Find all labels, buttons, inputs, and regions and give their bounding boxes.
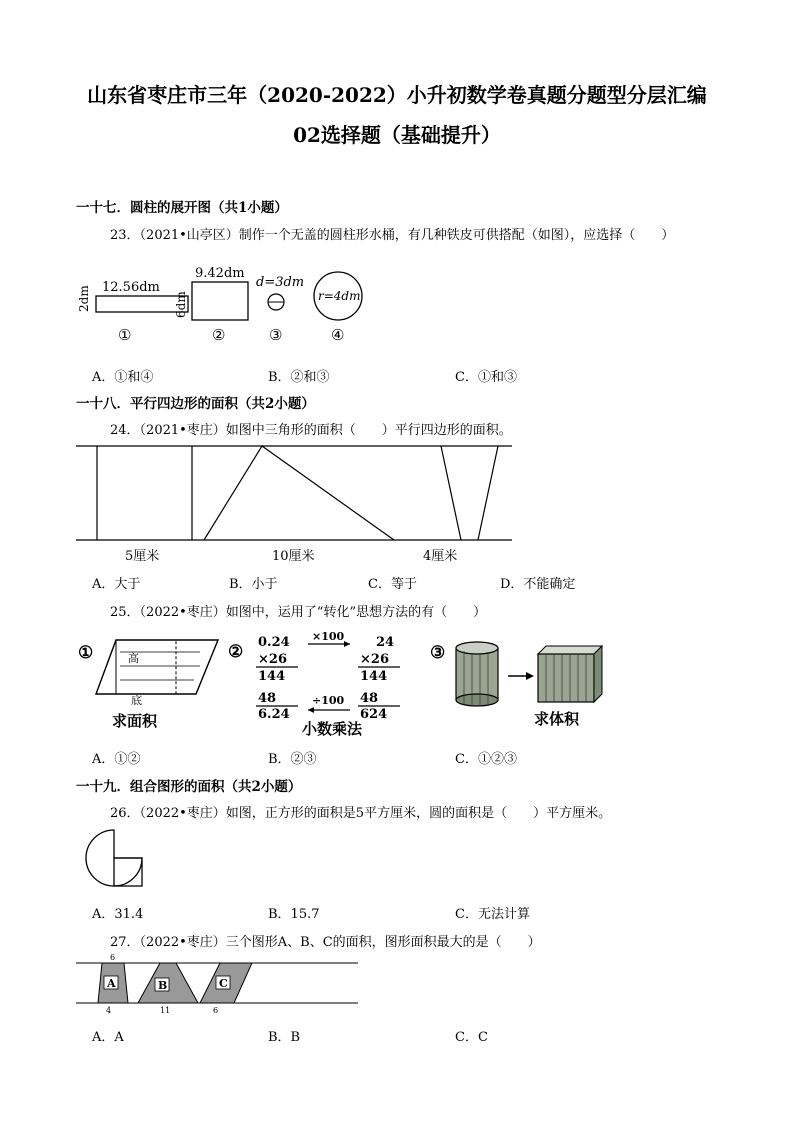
fig3-number: ③ [430,643,446,663]
c4-number: ④ [331,326,345,342]
q23-option-b: B．②和③ [268,370,330,385]
q25-option-a: A．①② [92,752,141,767]
q27-figure [76,952,376,1016]
q23-figure [76,260,396,342]
transform-arrow-head [526,672,534,680]
fig1-gao-label: 高 [128,652,139,665]
label-5cm: 5厘米 [125,549,160,564]
page-subtitle: 02选择题（基础提升） [293,123,501,147]
q24-option-a: A．大于 [92,577,141,592]
r1-number: ① [118,326,132,342]
label-bottom-6: 6 [213,1006,219,1015]
question-26-text: 26．（2022•枣庄）如图，正方形的面积是5平方厘米，圆的面积是（ ）平方厘米。 [110,806,612,821]
right-line-5: 624 [360,707,388,722]
q26-option-a: A．31.4 [92,907,144,922]
q27-option-c: C．C [455,1030,488,1045]
c3-label: d=3dm [256,275,305,290]
r1-width-label: 12.56dm [102,280,160,295]
q25-figure-2 [226,630,412,738]
q26-figure [84,828,154,890]
fig1-caption: 求面积 [112,712,158,730]
question-27-text: 27．（2022•枣庄）三个图形A、B、C的面积，图形面积最大的是（ ） [110,935,541,950]
label-4cm: 4厘米 [423,549,458,564]
question-23-text: 23．（2021•山亭区）制作一个无盖的圆柱形水桶，有几种铁皮可供搭配（如图），应选择（ ） [110,228,675,243]
arrow-right-head [344,641,350,647]
left-line-5: 6.24 [258,707,290,722]
page-title: 山东省枣庄市三年（2020-2022）小升初数学卷真题分题型分层汇编 [87,83,707,107]
fig1-di-label: 底 [131,694,142,707]
left-line-2: ×26 [258,652,287,667]
q23-option-a: A．①和④ [92,370,154,385]
q25-figure-1 [76,636,226,736]
q24-figure [76,440,516,544]
cylinder [456,642,498,706]
fig2-caption: 小数乘法 [302,720,363,738]
q25-option-c: C．①②③ [455,752,517,767]
right-line-1: 24 [376,635,395,650]
label-10cm: 10厘米 [272,549,315,564]
r2-width-label: 9.42dm [195,266,245,281]
r2-number: ② [212,326,226,342]
c3-number: ③ [269,326,283,342]
r1-height-label: 2dm [77,285,91,312]
parallelogram-right-side [478,446,498,540]
moved-triangle [176,640,218,694]
section-heading-18: 一十八．平行四边形的面积（共2小题） [76,396,315,412]
cuboid [538,646,602,702]
q25-option-b: B．②③ [268,752,317,767]
label-top-6: 6 [110,953,116,962]
section-heading-19: 一十九．组合图形的面积（共2小题） [76,779,302,795]
label-bottom-11: 11 [160,1006,171,1015]
q27-option-b: B．B [268,1030,301,1045]
question-25-text: 25．（2022•枣庄）如图中，运用了“转化”思想方法的有（ ） [110,605,487,620]
sheet-rect-2 [192,282,248,320]
q24-option-d: D．不能确定 [500,577,576,592]
r2-height-label: 6dm [174,291,188,318]
q26-option-b: B．15.7 [268,907,320,922]
left-line-3: 144 [258,669,286,684]
section-heading-17: 一十七．圆柱的展开图（共1小题） [76,200,288,216]
q27-option-a: A．A [92,1030,124,1045]
left-line-4: 48 [258,691,277,706]
q23-option-c: C．①和③ [455,370,517,385]
arrow-left-head [308,707,314,713]
question-24-text: 24．（2021•枣庄）如图中三角形的面积（ ）平行四边形的面积。 [110,423,512,438]
fig1-number: ① [78,643,94,663]
left-line-1: 0.24 [258,635,290,650]
shape-c-label: C [219,977,228,990]
c4-label: r=4dm [318,289,361,303]
q24-option-b: B．小于 [229,577,278,592]
right-line-2: ×26 [360,652,389,667]
fig2-number: ② [228,642,244,662]
right-line-4: 48 [360,691,379,706]
right-line-3: 144 [360,669,388,684]
fig3-caption: 求体积 [534,710,580,728]
shape-a-label: A [107,977,116,990]
q25-figure-3 [430,636,616,736]
q24-option-c: C．等于 [368,577,417,592]
op-bottom: ÷100 [312,694,345,707]
shape-b-label: B [158,979,168,992]
op-top: ×100 [312,630,345,643]
q26-option-c: C．无法计算 [455,907,530,922]
parallelogram-left-side [441,446,461,540]
label-bottom-4: 4 [106,1006,112,1015]
triangle [204,446,394,540]
